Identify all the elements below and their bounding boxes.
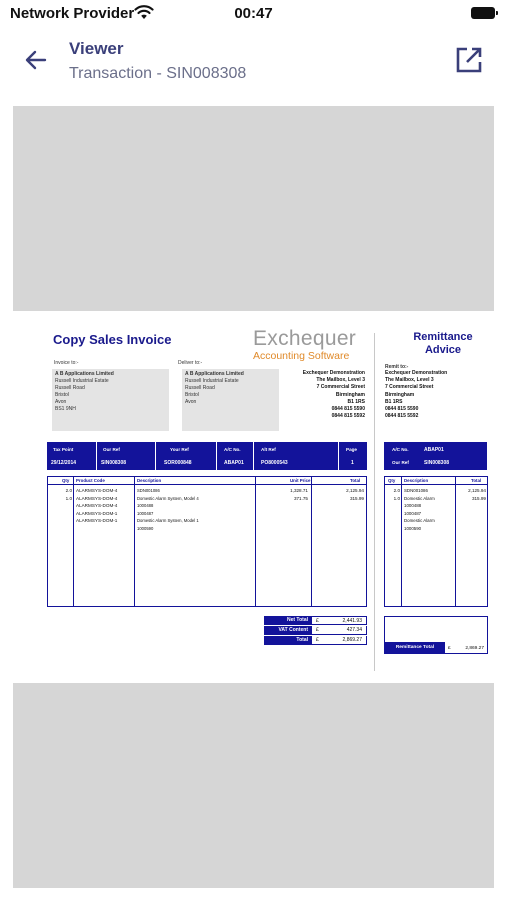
column-header: Product Code xyxy=(76,478,105,483)
status-bar xyxy=(0,0,507,28)
qty-cell: 1.0 xyxy=(65,495,72,501)
description-column xyxy=(137,487,199,532)
band-col xyxy=(338,442,367,470)
remit-line: Exchequer Demonstration xyxy=(385,370,448,376)
page-subtitle: Transaction - SIN008308 xyxy=(69,65,247,82)
remittance-title-line: Advice xyxy=(424,344,462,356)
invoice-to-address xyxy=(52,369,169,431)
document-viewer[interactable] xyxy=(13,106,494,888)
address-line: Avon xyxy=(55,399,67,405)
price-cell: 1,328.71 xyxy=(290,488,308,493)
band-header: Your Ref xyxy=(170,447,189,452)
band-value: SIN008308 xyxy=(101,460,127,466)
company-address xyxy=(275,370,365,420)
total-label: Net Total xyxy=(264,616,311,625)
description-cell: SDN001086 xyxy=(404,488,428,493)
address-line: Avon xyxy=(185,399,197,405)
company-line: 0844 815 5590 xyxy=(331,406,365,413)
address-line: Bristol xyxy=(55,392,69,398)
band-col xyxy=(155,442,216,470)
description-cell: 1000488 xyxy=(137,503,154,508)
band-col xyxy=(253,442,338,470)
clock: 00:47 xyxy=(234,5,273,22)
total-row xyxy=(264,626,367,635)
app-header xyxy=(0,30,507,100)
logo-sub: Accounting Software xyxy=(253,350,350,362)
qty-cell: 2.0 xyxy=(393,488,400,493)
remit-line: 0844 815 5592 xyxy=(385,413,419,420)
remittance-reference-band xyxy=(384,442,487,470)
remittance-total-amount: 2,869.27 xyxy=(465,646,484,651)
deliver-to-address xyxy=(182,369,279,431)
total-amount: 427.34 xyxy=(346,627,362,633)
band-col xyxy=(47,442,95,470)
band-value: PO8000543 xyxy=(261,460,288,466)
battery-icon xyxy=(471,7,495,19)
band-header: Tax Point xyxy=(53,447,74,452)
code-cell: ALARMSYS-DOM-4 xyxy=(76,488,118,493)
description-cell: Domestic Alarm System, Model 4 xyxy=(137,495,199,501)
invoice-page xyxy=(13,311,494,683)
description-cell: 1000487 xyxy=(137,510,154,516)
band-header: A/C No. xyxy=(392,447,409,452)
open-external-icon[interactable] xyxy=(453,44,485,76)
code-cell: ALARMSYS-DOM-1 xyxy=(76,518,118,523)
column-header: Description xyxy=(404,478,429,483)
total-row xyxy=(264,636,367,645)
back-arrow-icon[interactable] xyxy=(20,44,52,76)
band-value: 1 xyxy=(351,460,354,466)
band-value: ABAP01 xyxy=(424,447,444,453)
column-header: Total xyxy=(350,478,361,483)
band-header: Our Ref xyxy=(103,447,120,452)
remit-address xyxy=(385,370,475,420)
total-column xyxy=(312,487,364,502)
total-amount: 2,869.27 xyxy=(342,637,362,643)
logo-main: Exchequer xyxy=(253,327,357,350)
band-col xyxy=(216,442,253,470)
column-header: Total xyxy=(471,478,482,483)
column-header: Unit Price xyxy=(290,478,311,483)
remittance-total-label: Remittance Total xyxy=(385,642,445,653)
remit-line: Birmingham xyxy=(385,391,415,398)
company-line: B1 1RS xyxy=(347,398,365,405)
description-cell: Domestic Alarm System, Model 1 xyxy=(137,518,199,523)
qty-cell: 1.0 xyxy=(393,495,400,501)
price-cell: 371.75 xyxy=(293,495,308,501)
code-cell: ALARMSYS-DOM-4 xyxy=(76,495,118,501)
total-amount: 2,441.93 xyxy=(342,618,362,624)
description-cell: 1000487 xyxy=(404,510,422,516)
code-cell: ALARMSYS-DOM-1 xyxy=(76,510,118,516)
address-line: A B Applications Limited xyxy=(185,371,244,377)
invoice-totals xyxy=(264,616,367,645)
invoice-to-label: Invoice to:- xyxy=(54,360,79,366)
address-line: Bristol xyxy=(185,392,199,398)
remittance-total-box xyxy=(384,616,488,654)
column-header: Qty xyxy=(388,478,396,483)
description-cell: SDN001086 xyxy=(137,488,160,493)
description-cell: Domestic Alarm xyxy=(404,495,435,501)
remittance-currency: £ xyxy=(448,646,451,651)
total-value xyxy=(311,626,367,635)
description-cell: 1000590 xyxy=(137,525,154,531)
band-value: 29/12/2014 xyxy=(51,460,77,466)
band-header: Page xyxy=(346,447,357,452)
qty-cell: 2.0 xyxy=(65,488,72,493)
address-line: Russell Road xyxy=(185,385,215,391)
total-cell: 315.99 xyxy=(349,495,364,501)
remit-line: B1 1RS xyxy=(385,398,403,405)
company-line: Birmingham xyxy=(335,391,365,398)
deliver-to-label: Deliver to:- xyxy=(178,360,203,366)
band-header: Our Ref xyxy=(392,460,409,465)
invoice-reference-band xyxy=(47,442,367,470)
description-cell: Domestic Alarm xyxy=(404,518,435,523)
invoice-line-table xyxy=(47,476,367,607)
band-value: SOR000848 xyxy=(164,460,192,466)
company-line: Exchequer Demonstration xyxy=(302,370,365,376)
column-header: Description xyxy=(137,478,162,483)
total-cell: 2,125.94 xyxy=(346,488,364,493)
band-header: A/C No. xyxy=(224,447,241,452)
band-header: Alt Ref xyxy=(261,447,276,452)
remit-line: The Mailbox, Level 3 xyxy=(385,377,434,384)
remittance-line-table xyxy=(384,476,488,607)
column-header: Qty xyxy=(62,478,70,483)
company-line: The Mailbox, Level 3 xyxy=(316,377,365,384)
address-line: Russell Industrial Estate xyxy=(185,378,239,384)
total-value xyxy=(311,616,367,625)
band-value: SIN008308 xyxy=(424,460,450,466)
remittance-title xyxy=(398,331,488,357)
address-line: BS1 9NH xyxy=(55,406,76,412)
header-titles xyxy=(69,39,246,83)
description-cell: 1000590 xyxy=(404,525,422,531)
total-label: Total xyxy=(264,636,311,645)
band-col xyxy=(96,442,155,470)
invoice-title: Copy Sales Invoice xyxy=(53,332,172,347)
address-line: Russell Road xyxy=(55,385,85,391)
currency-symbol: £ xyxy=(316,627,319,633)
description-cell: 1000488 xyxy=(404,503,422,508)
company-line: 7 Commercial Street xyxy=(316,384,365,391)
total-label: VAT Content xyxy=(264,626,311,635)
total-value xyxy=(311,636,367,645)
remit-to-label: Remit to:- xyxy=(385,364,409,370)
code-cell: ALARMSYS-DOM-4 xyxy=(76,503,118,508)
qty-column xyxy=(48,487,72,502)
carrier-name: Network Provider xyxy=(10,5,135,22)
remit-description-column xyxy=(404,487,435,532)
remittance-title-line: Remittance xyxy=(413,331,473,343)
address-line: A B Applications Limited xyxy=(55,371,114,377)
remit-total-column xyxy=(456,487,486,502)
remit-line: 7 Commercial Street xyxy=(385,384,434,391)
address-line: Russell Industrial Estate xyxy=(55,378,109,384)
total-cell: 315.99 xyxy=(471,495,486,501)
currency-symbol: £ xyxy=(316,618,319,624)
remit-line: 0844 815 5590 xyxy=(385,406,419,413)
total-row xyxy=(264,616,367,625)
page-title: Viewer xyxy=(69,39,124,58)
code-column xyxy=(76,487,117,525)
company-line: 0844 815 5592 xyxy=(331,413,365,420)
remit-qty-column xyxy=(385,487,400,502)
band-value: ABAP01 xyxy=(224,460,244,466)
total-cell: 2,125.94 xyxy=(468,488,486,493)
price-column xyxy=(256,487,308,502)
currency-symbol: £ xyxy=(316,637,319,643)
